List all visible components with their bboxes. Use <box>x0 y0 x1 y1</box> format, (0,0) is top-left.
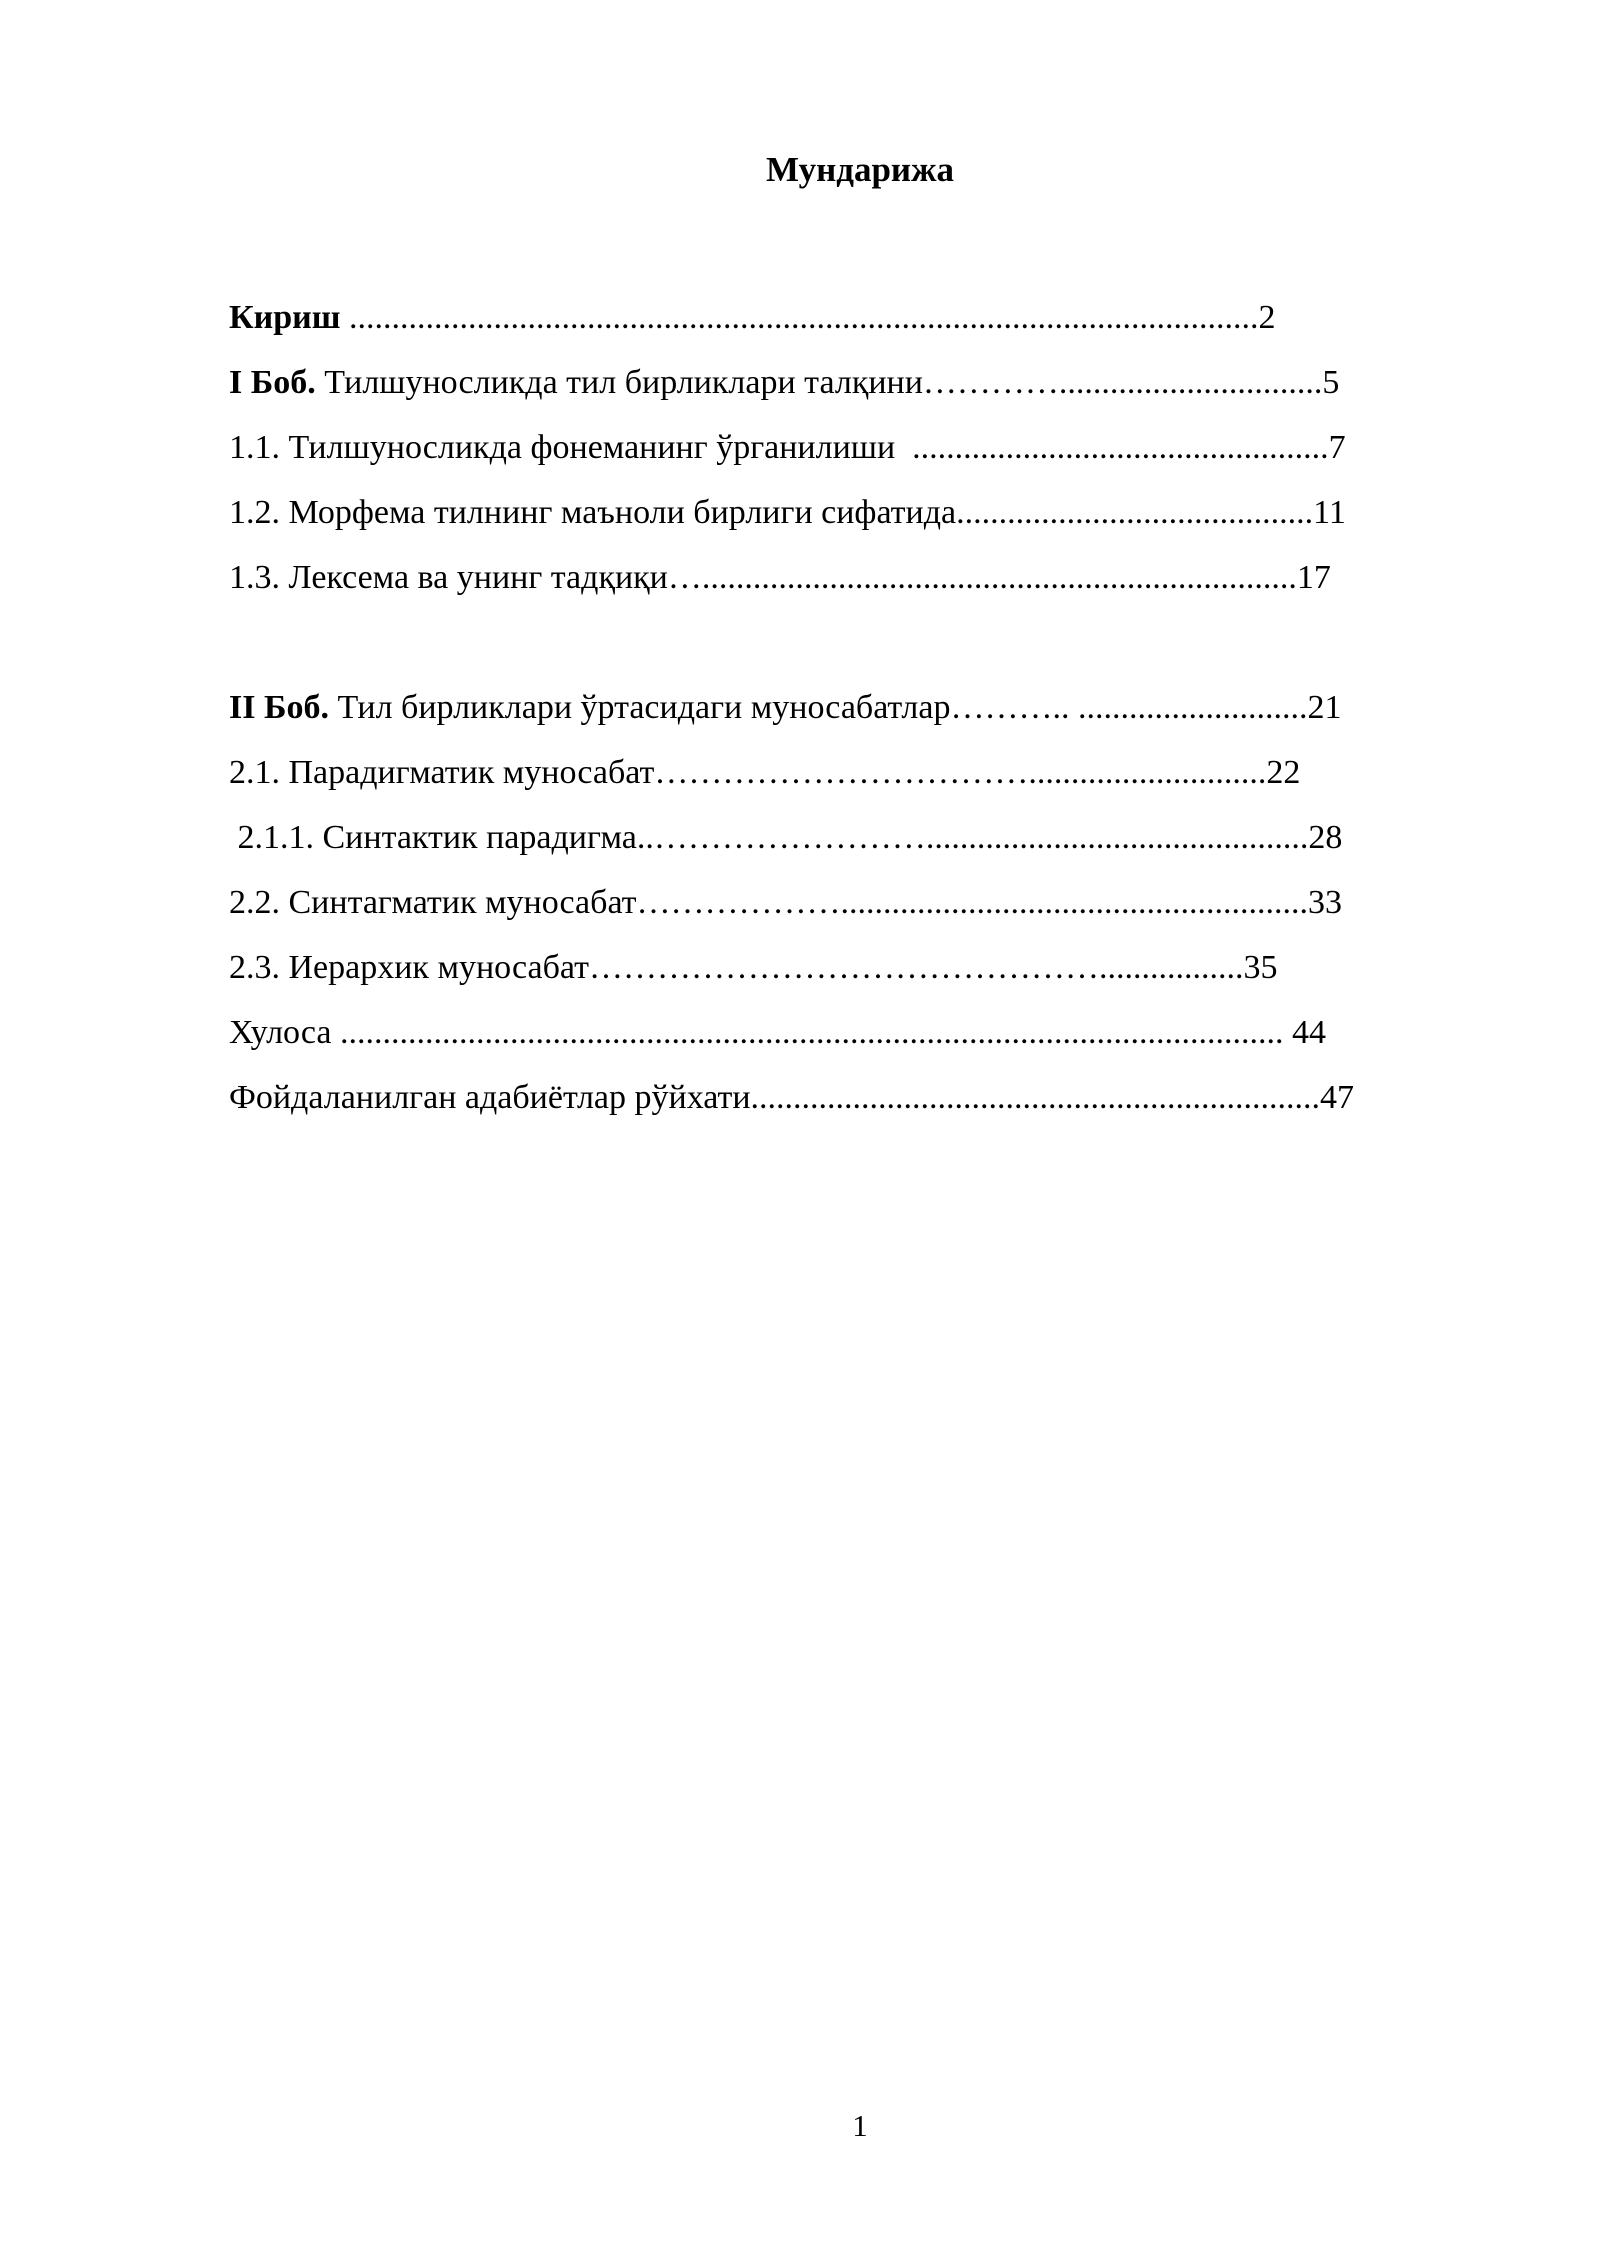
toc-entry-section-2-1-1 <box>229 805 1529 870</box>
toc-entry-text: 1.3. Лексема ва унинг тадқиқи…......................................................................17 <box>229 559 1331 596</box>
toc-entry-section-2-2 <box>229 870 1529 935</box>
toc-entry-chapter-1 <box>229 350 1529 415</box>
toc-entry-text: Фойдаланилган адабиётлар рўйхати...................................................................47 <box>229 1079 1355 1116</box>
toc-entry-label: I Боб. <box>229 364 316 401</box>
toc-entry-section-1-1 <box>229 415 1529 480</box>
toc-entry-text: Хулоса ............................................................................................................... 44 <box>229 1014 1326 1051</box>
toc-entry-text: 2.1. Парадигматик муносабат……………………………............................22 <box>229 754 1301 791</box>
toc-entry-text: 1.1. Тилшуносликда фонеманинг ўрганилиши .................................................7 <box>229 429 1346 466</box>
toc-entry-section-2-1 <box>229 740 1529 805</box>
toc-entry-section-1-2 <box>229 480 1529 545</box>
toc-entry-text: 1.2. Морфема тилнинг маъноли бирлиги сифатида..........................................11 <box>229 494 1346 531</box>
toc-entry-chapter-2 <box>229 675 1529 740</box>
toc-entry-section-2-3 <box>229 935 1529 1000</box>
toc-entry-introduction <box>229 285 1529 350</box>
table-of-contents <box>229 285 1529 1130</box>
page-number: 1 <box>852 2108 868 2143</box>
toc-entry-section-1-3 <box>229 545 1529 610</box>
toc-entry-label: Кириш <box>229 299 341 336</box>
toc-entry-text: Тил бирликлари ўртасидаги муносабатлар……….. ...........................21 <box>328 689 1342 726</box>
toc-entry-text: 2.2. Синтагматик муносабат……………….......................................................33 <box>229 884 1343 921</box>
toc-entry-text: ...........................................................................................................2 <box>340 299 1276 336</box>
toc-entry-text: Тилшуносликда тил бирликлари талқини…………...............................5 <box>315 364 1340 401</box>
toc-entry-text: 2.3. Иерархик муносабат……………………………………….................35 <box>229 949 1278 986</box>
toc-entry-text: 2.1.1. Синтактик парадигма..…………………….............................................28 <box>229 819 1343 856</box>
toc-entry-references <box>229 1065 1529 1130</box>
toc-entry-conclusion <box>229 1000 1529 1065</box>
page-title: Мундарижа <box>766 150 954 189</box>
toc-entry-label: II Боб. <box>229 689 329 726</box>
